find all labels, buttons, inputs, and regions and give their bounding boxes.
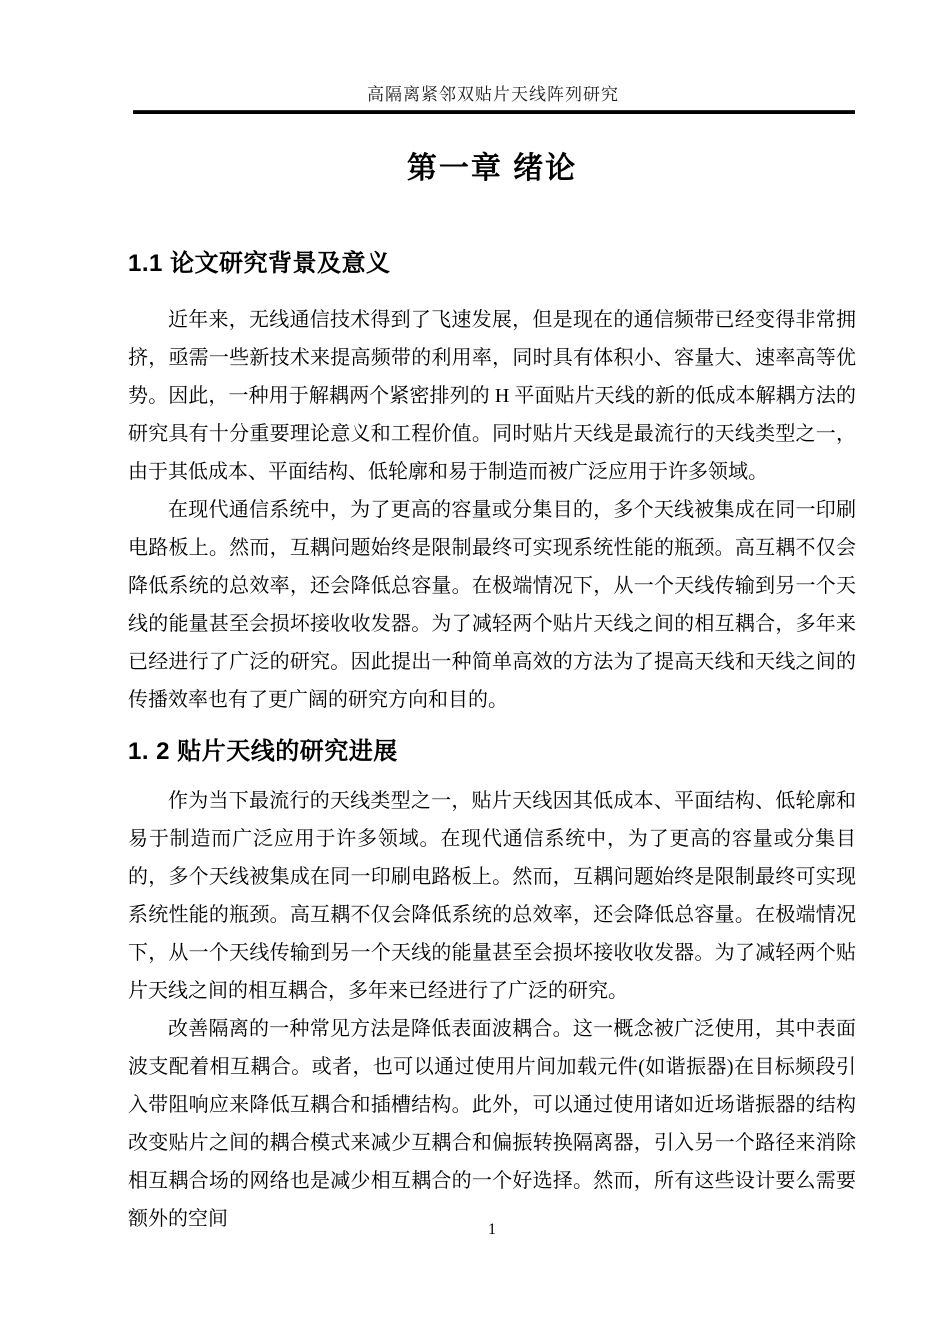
page-number: 1 bbox=[488, 1221, 496, 1238]
paragraph-background-2: 在现代通信系统中，为了更高的容量或分集目的，多个天线被集成在同一印刷电路板上。然而，互耦问题始终是限制最终可实现系统性能的瓶颈。高互耦不仅会降低系统的总效率，还会降低总容量。在极端情况下，从一个天线传输到另一个天线的能量甚至会损坏接收收发器。为了减轻两个贴片天线之间的相互耦合，多年来已经进行了广泛的研究。因此提出一种简单高效的方法为了提高天线和天线之间的传播效率也有了更广阔的研究方向和目的。 bbox=[128, 499, 856, 711]
section-heading-1-1: 1.1 论文研究背景及意义 bbox=[128, 250, 391, 277]
section-heading-1-2: 1. 2 贴片天线的研究进展 bbox=[128, 738, 398, 765]
paragraph-progress-2: 改善隔离的一种常见方法是降低表面波耦合。这一概念被广泛使用，其中表面波支配着相互耦合。或者，也可以通过使用片间加载元件(如谐振器)在目标频段引入带阻响应来降低互耦合和插槽结构。此外，可以通过使用诸如近场谐振器的结构改变贴片之间的耦合模式来减少互耦合和偏振转换隔离器，引入另一个路径来消除相互耦合场的网络也是减少相互耦合的一个好选择。然而，所有这些设计要么需要额外的空间 bbox=[128, 1018, 856, 1230]
page-body bbox=[128, 148, 856, 1238]
paragraph-background-1: 近年来，无线通信技术得到了飞速发展，但是现在的通信频带已经变得非常拥挤，亟需一些新技术来提高频带的利用率，同时具有体积小、容量大、速率高等优势。因此，一种用于解耦两个紧密排列的 H 平面贴片天线的新的低成本解耦方法的研究具有十分重要理论意义和工程价值。同时贴片天线是最流行的天线类型之一，由于其低成本、平面结构、低轮廓和易于制造而被广泛应用于许多领域。 bbox=[128, 309, 856, 483]
paragraph-progress-1: 作为当下最流行的天线类型之一，贴片天线因其低成本、平面结构、低轮廓和易于制造而广泛应用于许多领域。在现代通信系统中，为了更高的容量或分集目的，多个天线被集成在同一印刷电路板上。然而，互耦问题始终是限制最终可实现系统性能的瓶颈。高互耦不仅会降低系统的总效率，还会降低总容量。在极端情况下，从一个天线传输到另一个天线的能量甚至会损坏接收收发器。为了减轻两个贴片天线之间的相互耦合，多年来已经进行了广泛的研究。 bbox=[128, 790, 856, 1002]
header-rule bbox=[133, 110, 855, 114]
chapter-title: 第一章 绪论 bbox=[406, 152, 578, 185]
running-header-title: 高隔离紧邻双贴片天线阵列研究 bbox=[367, 85, 619, 104]
